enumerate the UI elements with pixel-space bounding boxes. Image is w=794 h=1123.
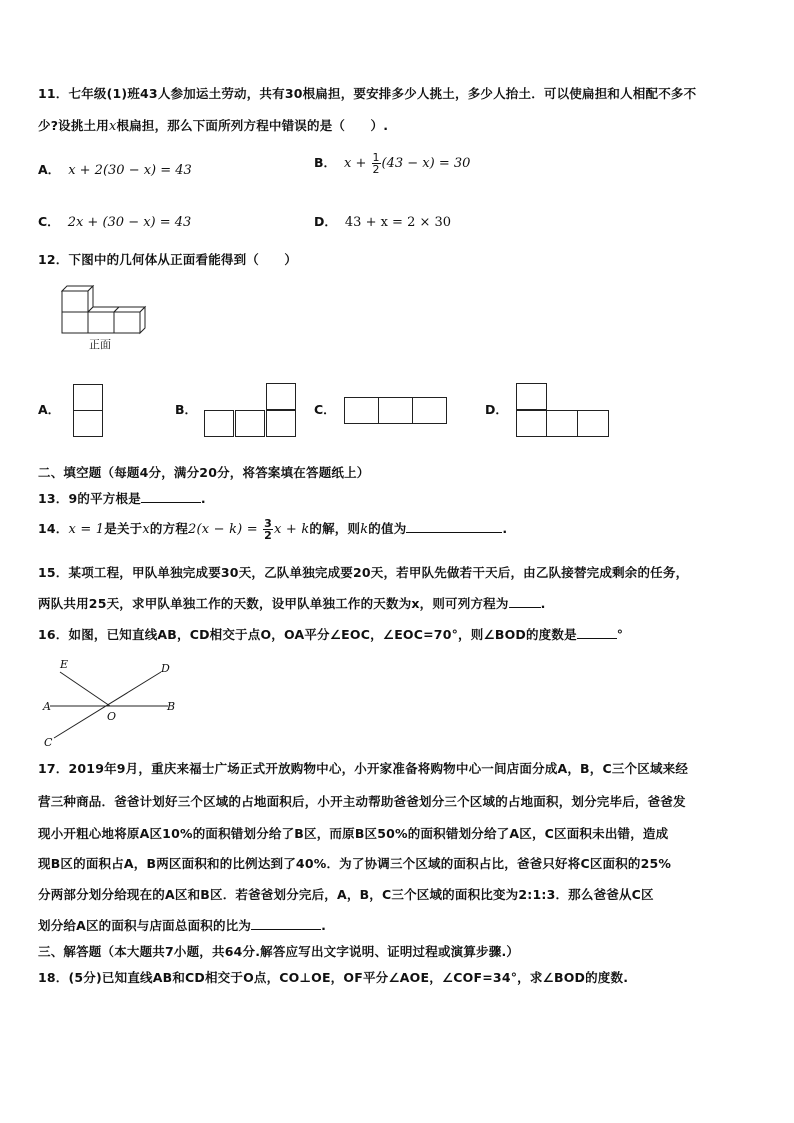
q14-m2: x xyxy=(142,522,150,537)
q11-c-label: C． xyxy=(38,214,60,229)
q12-caption: 正面 xyxy=(89,338,111,351)
q14-t3: 的解，则 xyxy=(309,521,361,536)
q17-line6 xyxy=(38,916,326,934)
q14-end: . xyxy=(502,521,508,536)
q11-c-expr: 2x + (30 − x) = 43 xyxy=(67,215,192,230)
q11-line2 xyxy=(38,116,388,134)
q11-d-label: D． xyxy=(314,214,337,229)
q11-option-b[interactable] xyxy=(314,152,470,175)
label-e: E xyxy=(60,658,69,671)
q16 xyxy=(38,625,623,643)
q16-text: 16．如图，已知直线AB，CD相交于点O，OA平分∠EOC，∠EOC=70°，则∠BOD的度数是 xyxy=(38,627,577,642)
q11-line1: 11．七年级(1)班43人参加运土劳动，共有30根扁担，要安排多少人挑土，多少人抬土．可以使扁担和人相配不多不 xyxy=(38,86,697,101)
q11-d-expr: 43 + x = 2 × 30 xyxy=(344,215,452,230)
q14-fraction xyxy=(263,518,273,541)
q11-b-num: 1 xyxy=(372,151,380,164)
q17-end: . xyxy=(321,918,327,933)
cube-stack-icon xyxy=(61,285,161,337)
q11-line2b: 根扁担，那么下面所列方程中错误的是（ ）. xyxy=(116,118,389,133)
q14-den: 2 xyxy=(264,529,273,542)
q11-option-a[interactable] xyxy=(38,160,192,178)
q13-text: 13．9的平方根是 xyxy=(38,491,141,506)
q17-answer-blank[interactable] xyxy=(251,917,321,930)
q15-line2-text: 两队共用25天，求甲队单独工作的天数，设甲队单独工作的天数为x，则可列方程为 xyxy=(38,596,509,611)
q14-t4: 的值为 xyxy=(368,521,407,536)
q14-pre: 14． xyxy=(38,521,69,536)
q16-diagram xyxy=(40,655,190,754)
q14-t1: 是关于 xyxy=(104,521,143,536)
label-a: A xyxy=(43,700,51,713)
section2-heading: 二、填空题（每题4分，满分20分，将答案填在答题纸上） xyxy=(38,465,370,480)
q11-b-label: B． xyxy=(314,155,337,170)
q11-b-den: 2 xyxy=(372,163,380,176)
q17-line3: 现小开粗心地将原A区10%的面积错划分给了B区，而原B区50%的面积错划分给了A区，C区面积未出错，造成 xyxy=(38,826,669,841)
q12-c-label[interactable]: C． xyxy=(314,402,336,417)
label-d: D xyxy=(161,662,170,675)
label-b: B xyxy=(167,700,176,713)
q14-m4: x + k xyxy=(274,522,310,537)
q14-t2: 的方程 xyxy=(149,521,189,536)
q13 xyxy=(38,489,206,507)
q12-a-label[interactable]: A． xyxy=(38,402,61,417)
q11-b-fraction xyxy=(372,152,381,175)
q11-option-c[interactable] xyxy=(38,212,191,230)
q15-line2 xyxy=(38,594,546,612)
q12-d-label[interactable]: D． xyxy=(485,402,508,417)
q14-m1: x = 1 xyxy=(68,522,105,537)
q16-answer-blank[interactable] xyxy=(577,626,617,639)
intersecting-lines-diagram xyxy=(40,655,190,750)
q12-stem: 12．下图中的几何体从正面看能得到（ ） xyxy=(38,252,298,267)
q15-line1: 15．某项工程，甲队单独完成要30天，乙队单独完成要20天，若甲队先做若干天后，由乙队接替完成剩余的任务， xyxy=(38,565,689,580)
q11-var: x xyxy=(108,119,117,134)
q11-option-d[interactable] xyxy=(314,212,451,230)
q17-line1: 17．2019年9月，重庆来福士广场正式开放购物中心，小开家准备将购物中心一间店面分成A，B，C三个区域来经 xyxy=(38,761,689,776)
q17-line4: 现B区的面积占A，B两区面积和的比例达到了40%．为了协调三个区域的面积占比，爸爸只好将C区面积的25% xyxy=(38,856,672,871)
q14-answer-blank[interactable] xyxy=(406,520,502,533)
q11-b-pre: x + xyxy=(344,156,371,171)
q15-answer-blank[interactable] xyxy=(509,595,541,608)
q14-num: 3 xyxy=(264,517,273,530)
q14 xyxy=(38,518,507,541)
q12-b-label[interactable]: B． xyxy=(175,402,198,417)
q11-a-label: A． xyxy=(38,162,61,177)
q11-line2a: 少?设挑土用 xyxy=(38,118,109,133)
q14-m5: k xyxy=(360,522,369,537)
section3-heading: 三、解答题（本大题共7小题，共64分.解答应写出文字说明、证明过程或演算步骤.） xyxy=(38,944,520,959)
q12-solid-figure xyxy=(61,285,161,341)
q15-end: . xyxy=(540,596,546,611)
q11-b-post: (43 − x) = 30 xyxy=(381,156,471,171)
q13-end: . xyxy=(200,491,206,506)
q13-answer-blank[interactable] xyxy=(141,490,201,503)
label-c: C xyxy=(44,736,53,749)
q17-line2: 营三种商品．爸爸计划好三个区域的占地面积后，小开主动帮助爸爸划分三个区域的占地面积，划分完毕后，爸爸发 xyxy=(38,794,686,809)
q16-end: ° xyxy=(616,627,624,642)
label-o: O xyxy=(107,710,117,723)
q11-a-expr: x + 2(30 − x) = 43 xyxy=(68,163,192,178)
q14-m3: 2(x − k) = xyxy=(188,522,263,537)
q17-line6-text: 划分给A区的面积与店面总面积的比为 xyxy=(38,918,252,933)
q17-line5: 分两部分划分给现在的A区和B区．若爸爸划分完后，A，B，C三个区域的面积比变为2:1:3．那么爸爸从C区 xyxy=(38,887,654,902)
q18: 18．(5分)已知直线AB和CD相交于O点，CO⊥OE，OF平分∠AOE，∠COF=34°，求∠BOD的度数. xyxy=(38,970,629,985)
